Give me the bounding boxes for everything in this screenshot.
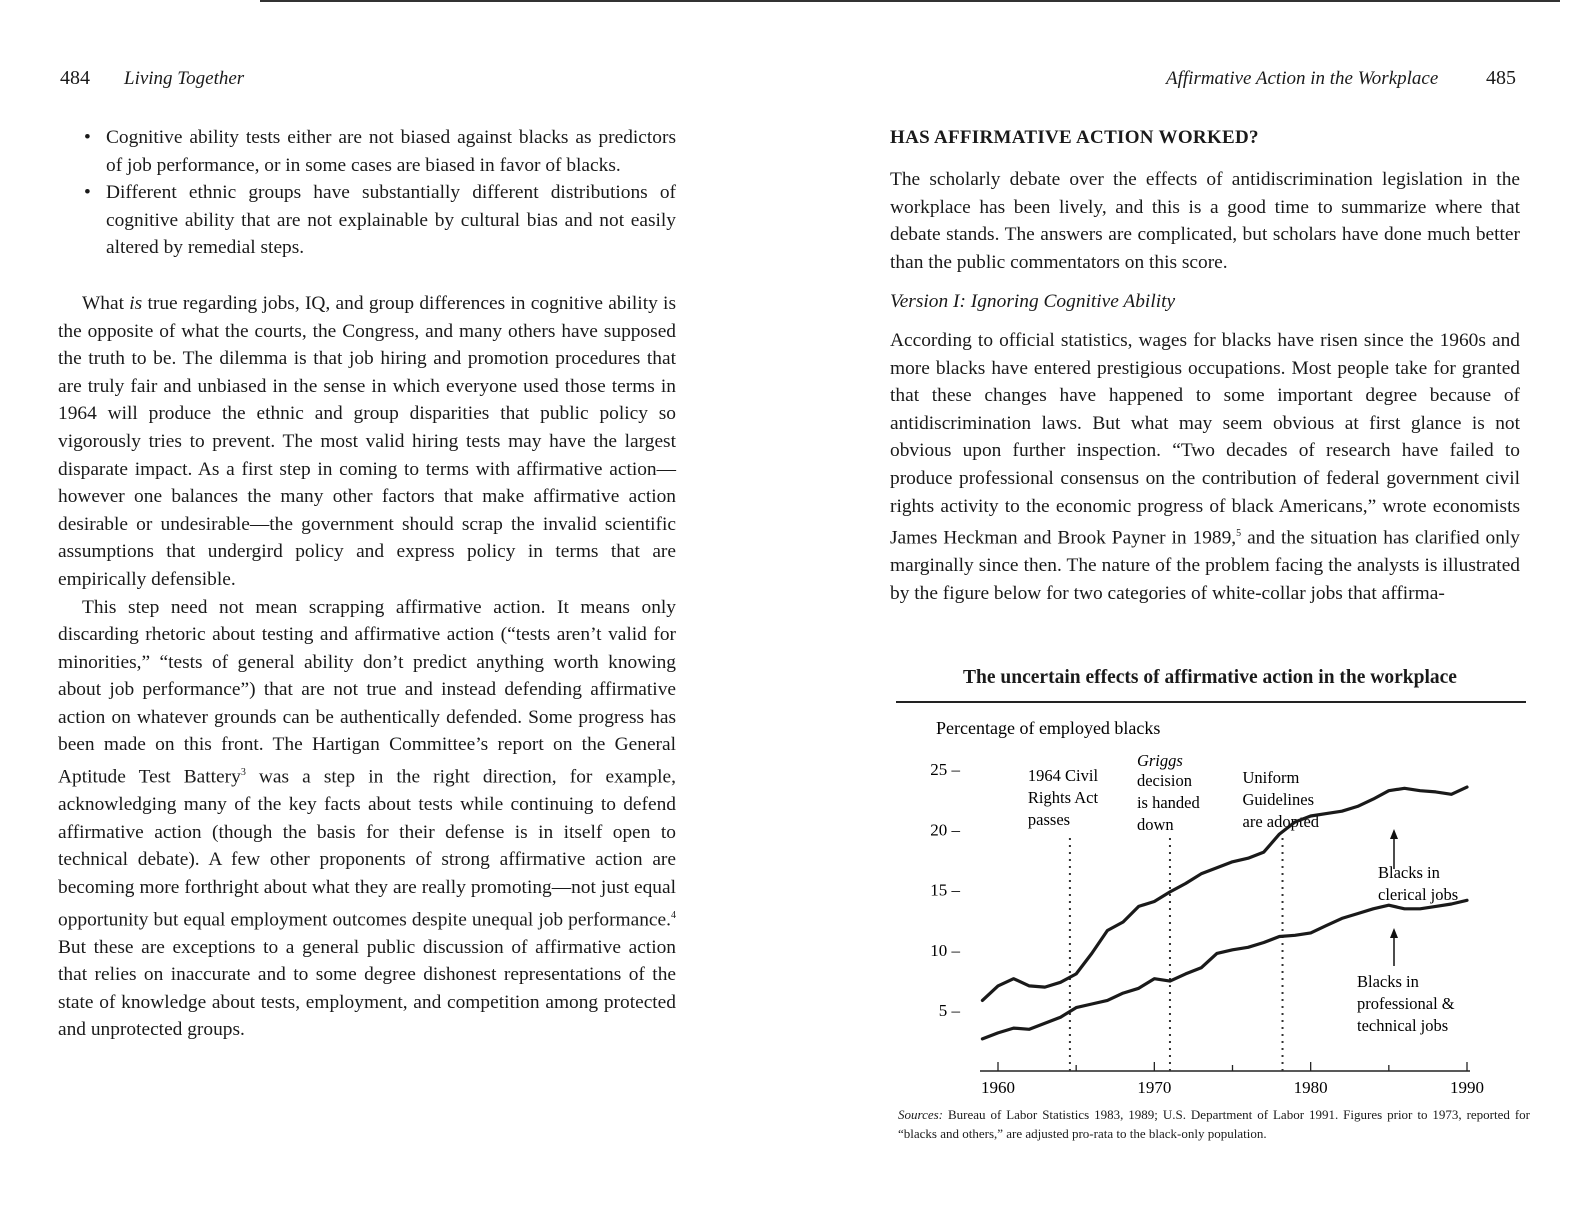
subheading: Version I: Ignoring Cognitive Ability xyxy=(890,291,1176,313)
annotation-label-line: technical jobs xyxy=(1357,1016,1449,1035)
event-label-line: Guidelines xyxy=(1242,790,1315,809)
left-page-number: 484 xyxy=(60,67,90,89)
chart-title-rule xyxy=(896,701,1526,703)
annotation-arrow-head xyxy=(1390,829,1398,839)
event-label-line: down xyxy=(1136,815,1174,834)
right-page-number: 485 xyxy=(1486,67,1516,89)
annotation-arrow-head xyxy=(1390,928,1398,938)
event-label-line: Rights Act xyxy=(1027,788,1099,807)
x-tick-label: 1970 xyxy=(1137,1078,1172,1097)
annotation-label-line: clerical jobs xyxy=(1378,885,1459,904)
y-axis-title: Percentage of employed blacks xyxy=(936,718,1161,738)
emphasis: is xyxy=(129,292,143,314)
right-paragraph-1: The scholarly debate over the effects of antidiscrimination legislation in the workplace has been lively, and this is a good time to summarize where that debate stands. The answers are complicated, but scholars have done much better than the public commentators on this score. xyxy=(890,169,1520,273)
paragraph-1: What is true regarding jobs, IQ, and group differences in cognitive ability is the opposite of what the courts, the Congress, and many others have supposed the truth to be. The dilemma is that job hiring and promotion procedures that are truly fair and unbiased in the sense in which everyone used those terms in 1964 will produce the ethnic and group disparities that public policy so vigorously tries to prevent. The most valid hiring tests may have the largest disparate impact. As a first step in coming to terms with affirmative action—however one balances the many other factors that make affirmative action desirable or undesirable—the government should scrap the invalid scientific assumptions that undergird policy and express policy in terms that are empirically defensible. xyxy=(58,292,676,590)
footnote-ref: 4 xyxy=(671,909,676,921)
chart-title: The uncertain effects of affirmative action in the workplace xyxy=(963,667,1457,688)
annotation-label-line: Blacks in xyxy=(1357,972,1419,991)
section-heading: HAS AFFIRMATIVE ACTION WORKED? xyxy=(890,127,1259,148)
x-tick-label: 1990 xyxy=(1450,1078,1484,1097)
bullet-icon: • xyxy=(84,182,91,204)
event-label-line: Griggs xyxy=(1136,751,1183,770)
top-edge-rule xyxy=(260,0,1560,2)
x-tick-label: 1980 xyxy=(1293,1078,1328,1097)
paragraph-2: This step need not mean scrapping affirmative action. It means only discarding rhetoric about testing and affirmative action (“tests aren’t valid for minorities,” “tests of general ability don’t predict anything worth knowing about job performance”) that are not true and instead defending affirmative action on whatever grounds can be authentically defended. Some progress has been made on this front. The Hartigan Committee’s report on the General Aptitude Test Battery$^3$ was a step in the right direction, for example, acknowledging many of the key facts about tests while continuing to defend affirmative action (though the basis for their defense is in itself open to technical debate). A few other proponents of strong affirmative action are becoming more forthright about what they are really promoting—not just equal opportunity but equal employment outcomes despite unequal job performance.$^4$ But these are exceptions to a general public discussion of affirmative action that relies on inaccurate and to some degree dishonest representations of the state of knowledge about tests, employment, and competition among protected and unprotected groups. xyxy=(58,596,676,1041)
y-tick-label: 25 – xyxy=(930,760,960,779)
right-paragraph-2: According to official statistics, wages for blacks have risen since the 1960s and more blacks have entered prestigious occupations. Most people take for granted that these changes have happened to some important degree because of antidiscrimination laws. But what may seem obvious at first glance is not obvious upon further inspection. “Two decades of research have failed to produce professional consensus on the contribution of federal government civil rights activity to the economic progress of black Americans,” wrote economists James Heckman and Brook Payner in 1989,$^5$ and the situation has clarified only marginally since then. The nature of the problem facing the analysts is illustrated by the figure below for two categories of white-collar jobs that affirma- xyxy=(890,329,1520,604)
annotation-label-line: professional & xyxy=(1357,994,1455,1013)
series-line-clerical xyxy=(982,787,1467,1000)
y-tick-label: 15 – xyxy=(930,880,960,900)
bullet-icon: • xyxy=(84,127,91,148)
footnote-ref: 5 xyxy=(1236,528,1242,540)
bullet-item xyxy=(58,124,676,179)
y-tick-label: 20 – xyxy=(930,820,960,840)
x-tick-label: 1960 xyxy=(981,1078,1015,1097)
bullet-item xyxy=(58,179,676,262)
bullet-list xyxy=(58,124,676,262)
right-page-body xyxy=(890,166,1520,607)
right-running-head: Affirmative Action in the Workplace xyxy=(1166,68,1439,89)
y-tick-label: 5 – xyxy=(938,1001,960,1020)
left-running-head: Living Together xyxy=(124,68,245,89)
left-page-body xyxy=(58,124,676,1044)
bullet-text: Different ethnic groups have substantially different distributions of cognitive ability that are not explainable by cultural bias and not easily altered by remedial steps. xyxy=(106,182,676,259)
event-label-line: are adopted xyxy=(1242,812,1320,831)
y-tick-label: 10 – xyxy=(930,940,960,960)
chart-sources-note: Sources: Bureau of Labor Statistics 1983, 1989; U.S. Department of Labor 1991. Figures prior to 1973, reported for “blacks and others,” are adjusted pro-rata to the black-only population. xyxy=(898,1107,1530,1141)
event-label-line: Uniform xyxy=(1242,768,1300,787)
event-label-line: decision xyxy=(1136,771,1192,790)
event-label-line: is handed xyxy=(1136,793,1200,812)
event-label-line: 1964 Civil xyxy=(1027,766,1099,785)
series-line-professional xyxy=(982,900,1467,1039)
annotation-label-line: Blacks in xyxy=(1378,863,1440,882)
bullet-text: Cognitive ability tests either are not biased against blacks as predictors of job performance, or in some cases are biased in favor of blacks. xyxy=(106,127,676,176)
event-label-line: passes xyxy=(1027,810,1071,829)
footnote-ref: 3 xyxy=(240,767,246,779)
